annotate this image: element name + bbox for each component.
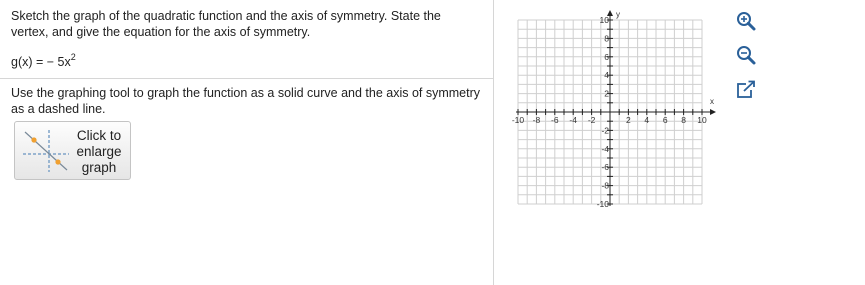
function-exponent: 2 [70, 52, 76, 62]
y-axis-label: y [616, 10, 620, 19]
instructions-text: Use the graphing tool to graph the function as a solid curve and the axis of symmetry as a dashed line. [11, 86, 481, 116]
x-tick-label: -2 [587, 115, 596, 125]
function-expression [11, 54, 76, 70]
question-prompt: Sketch the graph of the quadratic function and the axis of symmetry. State the vertex, and give the equation for the axis of symmetry. [11, 9, 441, 39]
popout-icon [735, 79, 757, 101]
panel-divider [493, 0, 494, 285]
x-axis-label: x [710, 97, 714, 106]
x-tick-label: -10 [511, 115, 525, 125]
y-tick-label: 4 [604, 70, 609, 81]
x-tick-label: 8 [681, 115, 686, 125]
x-tick-label: -6 [551, 115, 559, 125]
y-tick-label: -6 [601, 162, 609, 173]
coordinate-grid[interactable] [500, 8, 735, 243]
zoom-in-button[interactable] [735, 10, 757, 32]
y-tick-label: -8 [601, 180, 609, 191]
x-tick-label: -8 [532, 115, 541, 125]
function-lhs: g(x) = − 5x [11, 55, 71, 69]
y-tick-label: -2 [601, 125, 609, 136]
zoom-out-icon [735, 44, 757, 66]
x-tick-label: 6 [662, 115, 668, 125]
y-tick-label: -10 [596, 199, 609, 209]
popout-button[interactable] [735, 79, 757, 101]
enlarge-label: Click to enlarge graph [76, 128, 122, 175]
x-tick-label: -4 [569, 115, 577, 125]
x-tick-label: 10 [697, 115, 707, 125]
graph-thumbnail-icon [21, 128, 71, 174]
x-tick-label: 2 [626, 115, 631, 125]
enlarge-graph-button[interactable] [14, 121, 131, 180]
y-tick-label: -4 [601, 143, 609, 154]
x-axis-arrow [710, 109, 716, 115]
zoom-in-icon [735, 10, 757, 32]
y-tick-label: 8 [604, 33, 609, 44]
x-tick-label: 4 [644, 115, 650, 125]
y-tick-label: 2 [604, 88, 609, 99]
section-divider [0, 78, 493, 79]
graph-area[interactable] [500, 8, 735, 248]
zoom-out-button[interactable] [735, 44, 757, 66]
y-tick-label: 10 [599, 15, 609, 25]
y-tick-label: 6 [604, 51, 609, 62]
